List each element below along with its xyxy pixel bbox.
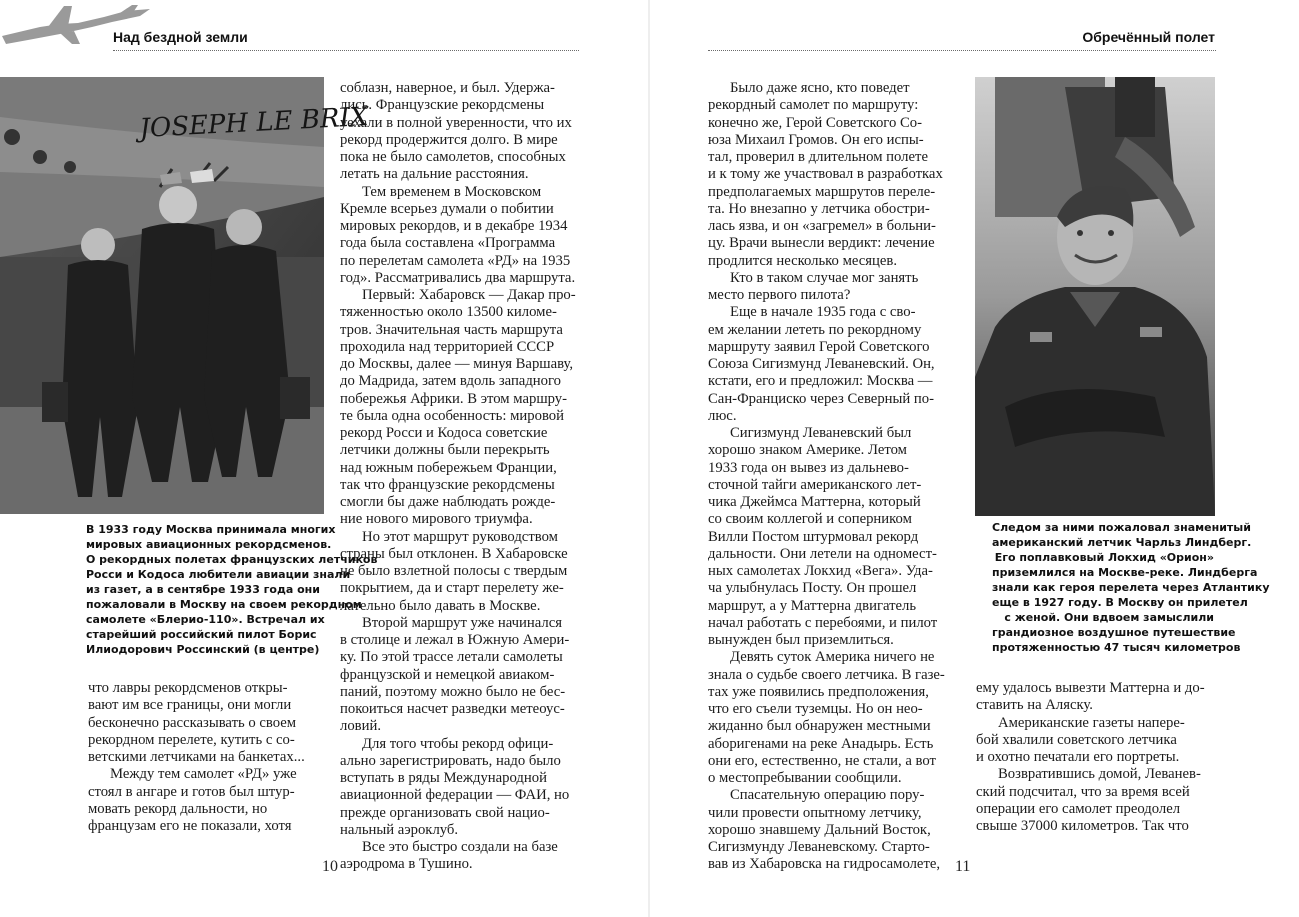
text-line: паний, поэтому можно было не бес- xyxy=(340,683,566,700)
header-rule xyxy=(708,50,1216,51)
text-line: нальный аэроклуб. xyxy=(340,821,459,838)
text-line: что его съели туземцы. Но он нео- xyxy=(708,701,923,717)
text-line: продлится несколько месяцев. xyxy=(708,252,898,269)
text-line: дальности. Они летели на одномест- xyxy=(708,545,937,562)
text-line: рекорд Росси и Кодоса советские xyxy=(340,425,548,441)
text-line: ных самолетах Локхид «Вега». Уда- xyxy=(708,563,933,579)
text-line: год». Рассматривались два маршрута. xyxy=(340,269,576,286)
text-line: мировых рекордов, и в декабре 1934 xyxy=(340,218,568,234)
text-line: ку. По этой трассе летали самолеты xyxy=(340,649,563,666)
text-column-2 xyxy=(340,80,578,874)
text-line: тяженностью около 13500 киломе- xyxy=(340,304,557,321)
running-head: Над бездной земли xyxy=(113,29,248,45)
text-line: Кремле всерьез думали о побитии xyxy=(340,200,554,217)
running-head: Обречённый полет xyxy=(1082,29,1215,45)
text-line: и охотно печатали его портреты. xyxy=(976,749,1180,765)
caption-line: с женой. Они вдвоем замыслили xyxy=(1004,611,1214,624)
text-line: бесконечно рассказывать о своем xyxy=(88,714,297,731)
text-line: хорошо знавшему Дальний Восток, xyxy=(708,821,931,838)
text-line: Первый: Хабаровск — Дакар про- xyxy=(362,287,576,303)
photo-caption xyxy=(86,522,378,657)
text-line: маршрут, а у Маттерна двигатель xyxy=(708,597,917,614)
text-line: ально зарегистрировать, надо было xyxy=(340,752,561,769)
text-line: до Москвы, далее — минуя Варшаву, xyxy=(340,356,574,372)
text-line: до Мадрида, затем вдоль западного xyxy=(340,373,561,390)
text-line: те была одна особенность: мировой xyxy=(340,407,564,424)
photo-lindbergh xyxy=(975,77,1215,516)
text-line: кстати, его и предложил: Москва — xyxy=(708,373,933,390)
text-line: тров. Значительная часть маршрута xyxy=(340,321,563,338)
text-line: ветскими летчиками на банкетах... xyxy=(88,749,305,765)
text-column-1 xyxy=(708,80,961,874)
text-line: Но этот маршрут руководством xyxy=(362,528,558,545)
text-line: Между тем самолет «РД» уже xyxy=(110,766,297,783)
photo-lettering: JOSEPH LE BRIX xyxy=(138,102,369,144)
text-line: рекордный самолет по маршруту: xyxy=(708,97,919,114)
text-line: лательно было давать в Москве. xyxy=(340,597,541,614)
caption-line: самолете «Блерио-110». Встречал их xyxy=(86,613,325,626)
text-line: Кто в таком случае мог занять xyxy=(730,269,919,286)
text-column-1 xyxy=(88,680,319,835)
text-line: лась язва, и он «загремел» в больни- xyxy=(708,218,936,234)
text-line: ский подсчитал, что за время всей xyxy=(976,783,1190,800)
text-line: в столице и лежал в Южную Амери- xyxy=(340,632,570,648)
caption-line: старейший российский пилот Борис xyxy=(86,628,317,641)
text-line: над южным побережьем Франции, xyxy=(340,459,557,476)
caption-line: знали как героя перелета через Атлантику xyxy=(992,581,1270,594)
text-line: по перелетам самолета «РД» на 1935 xyxy=(340,252,571,269)
text-line: прежде организовать свой нацио- xyxy=(340,804,550,821)
text-line: люс. xyxy=(708,407,737,424)
text-line: Сигизмунд Леваневский был xyxy=(730,425,912,441)
text-line: ем желании лететь по рекордному xyxy=(708,321,922,338)
text-line: ча улыбнулась Посту. Он прошел xyxy=(708,580,917,597)
text-line: стоял в ангаре и готов был штур- xyxy=(88,783,295,800)
text-line: чили провести опытному летчику, xyxy=(708,804,922,821)
caption-line: Его поплавковый Локхид «Орион» xyxy=(994,551,1214,564)
photo-aviators xyxy=(0,77,369,514)
caption-line: О рекордных полетах французских летчиков xyxy=(86,553,378,566)
caption-line: Росси и Кодоса любители авиации знали xyxy=(86,568,351,581)
text-line: Американские газеты напере- xyxy=(998,714,1185,731)
text-line: вступать в ряды Международной xyxy=(340,770,547,786)
text-line: аэродрома в Тушино. xyxy=(340,856,473,873)
text-line: страны был отклонен. В Хабаровске xyxy=(340,545,568,562)
text-line: Еще в начале 1935 года с сво- xyxy=(730,304,916,321)
caption-line: пожаловали в Москву на своем рекордном xyxy=(86,598,362,611)
text-line: Девять суток Америка ничего не xyxy=(730,649,935,666)
text-line: что лавры рекордсменов откры- xyxy=(88,680,288,696)
caption-line: приземлился на Москве-реке. Линдберга xyxy=(992,566,1258,579)
text-line: летать на дальние расстояния. xyxy=(340,166,529,183)
text-column-2 xyxy=(976,680,1214,835)
header-rule xyxy=(113,50,579,51)
caption-line: еще в 1927 году. В Москву он прилетел xyxy=(992,596,1248,609)
text-line: знала о судьбе своего летчика. В газе- xyxy=(708,666,945,683)
caption-line: мировых авиационных рекордсменов. xyxy=(86,538,332,551)
text-line: свыше 37000 километров. Так что xyxy=(976,818,1189,834)
text-line: Спасательную операцию пору- xyxy=(730,787,925,804)
text-line: французской и немецкой авиаком- xyxy=(340,666,555,683)
text-line: уехали в полной уверенности, что их xyxy=(340,114,572,131)
text-line: тал, проверил в длительном полете xyxy=(708,149,928,165)
text-line: аборигенами на реке Анадырь. Есть xyxy=(708,735,934,752)
text-line: покоиться насчет разведки метеоус- xyxy=(340,701,565,717)
right-page xyxy=(650,0,1299,917)
text-line: смогли бы даже наблюдать рожде- xyxy=(340,494,556,510)
text-line: соблазн, наверное, и был. Удержа- xyxy=(340,80,555,96)
caption-line: американский летчик Чарльз Линдберг. xyxy=(992,536,1252,549)
caption-line: Следом за ними пожаловал знаменитый xyxy=(992,521,1251,534)
text-line: место первого пилота? xyxy=(708,287,851,303)
text-line: 1933 года он вывез из дальнево- xyxy=(708,459,909,476)
text-line: та. Но внезапно у летчика обостри- xyxy=(708,200,930,217)
text-line: и к тому же участвовал в разработках xyxy=(708,166,943,183)
text-line: Для того чтобы рекорд офици- xyxy=(362,735,554,752)
text-line: сточной тайги американского лет- xyxy=(708,476,922,493)
page-number: 10 xyxy=(322,858,338,875)
text-line: Сигизмунду Леваневскому. Старто- xyxy=(708,839,930,855)
caption-line: грандиозное воздушное путешествие xyxy=(992,626,1236,639)
text-line: вают им все границы, они могли xyxy=(88,697,292,714)
text-line: Возвратившись домой, Леванев- xyxy=(998,766,1201,783)
text-line: юза Михаил Громов. Он его испы- xyxy=(708,131,924,148)
text-line: ловий. xyxy=(340,718,382,735)
text-line: Тем временем в Московском xyxy=(362,183,542,200)
page-number: 11 xyxy=(955,858,971,875)
text-line: покрытием, да и старт перелету же- xyxy=(340,580,564,597)
text-line: о местопребывании сообщили. xyxy=(708,770,902,786)
text-line: цу. Врачи вынесли вердикт: лечение xyxy=(708,235,935,252)
text-line: летчики должны были перекрыть xyxy=(340,442,550,459)
text-line: года была составлена «Программа xyxy=(340,235,556,252)
text-line: лись. Французские рекордсмены xyxy=(340,97,545,114)
text-line: вынужден был приземлиться. xyxy=(708,632,894,648)
text-line: Сан-Франциско через Северный по- xyxy=(708,390,935,407)
text-line: рекордном перелете, кутить с со- xyxy=(88,731,295,748)
text-line: ему удалось вывезти Маттерна и до- xyxy=(976,680,1205,696)
caption-line: из газет, а в сентябре 1933 года они xyxy=(86,583,320,596)
text-line: Было даже ясно, кто поведет xyxy=(730,80,910,96)
text-line: предполагаемых маршрутов переле- xyxy=(708,183,936,200)
text-line: рекорд продержится долго. В мире xyxy=(340,131,558,148)
text-line: маршруту заявил Герой Советского xyxy=(708,338,930,355)
text-line: они его, естественно, не стали, а вот xyxy=(708,752,936,769)
text-line: чика Джеймса Маттерна, который xyxy=(708,494,921,510)
text-line: французам его не показали, хотя xyxy=(88,818,292,834)
text-line: вав из Хабаровска на гидросамолете, xyxy=(708,856,941,873)
text-line: Все это быстро создали на базе xyxy=(362,839,558,855)
caption-line: протяженностью 47 тысяч километров xyxy=(992,641,1241,654)
text-line: Второй маршрут уже начинался xyxy=(362,614,562,631)
caption-line: Илиодорович Россинский (в центре) xyxy=(86,643,320,656)
text-line: так что французские рекордсмены xyxy=(340,476,555,493)
photo-caption xyxy=(992,520,1270,655)
text-line: ставить на Аляску. xyxy=(976,697,1093,714)
text-line: операции его самолет преодолел xyxy=(976,800,1181,817)
text-line: проходила над территорией СССР xyxy=(340,338,555,355)
text-line: конечно же, Герой Советского Со- xyxy=(708,114,922,131)
text-line: пока не было самолетов, способных xyxy=(340,149,566,165)
text-line: жиданно был обнаружен местными xyxy=(708,718,931,735)
text-line: побережья Африки. В этом маршру- xyxy=(340,390,568,407)
text-line: хорошо знаком Америке. Летом xyxy=(708,442,907,459)
text-line: тах уже появились предположения, xyxy=(708,683,929,700)
text-line: Вилли Постом штурмовал рекорд xyxy=(708,528,919,545)
left-page xyxy=(0,0,649,917)
text-line: не было взлетной полосы с твердым xyxy=(340,563,568,579)
text-line: со своим коллегой и соперником xyxy=(708,511,912,528)
text-line: ние нового мирового триумфа. xyxy=(340,511,533,528)
text-line: Союза Сигизмунд Леваневский. Он, xyxy=(708,356,935,372)
text-line: начал работать с перебоями, и пилот xyxy=(708,614,938,631)
text-line: авиационной федерации — ФАИ, но xyxy=(340,787,570,804)
text-line: мовать рекорд дальности, но xyxy=(88,800,268,817)
text-line: бой хвалили советского летчика xyxy=(976,731,1177,748)
caption-line: В 1933 году Москва принимала многих xyxy=(86,523,336,536)
